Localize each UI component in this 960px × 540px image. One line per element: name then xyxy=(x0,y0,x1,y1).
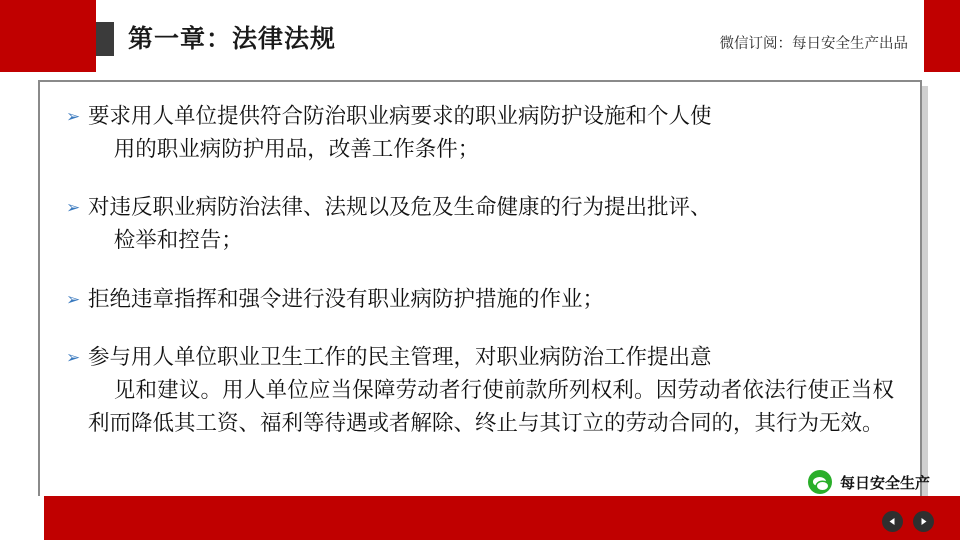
list-item xyxy=(66,283,894,316)
header-right-red-block xyxy=(924,0,960,72)
footer-left-white-block xyxy=(0,496,44,540)
list-item xyxy=(66,191,894,256)
content-card xyxy=(38,80,922,498)
prev-slide-button[interactable] xyxy=(882,511,903,532)
bullet-arrow-icon: ➢ xyxy=(66,348,81,368)
chapter-title-block xyxy=(96,22,336,56)
header-left-red-block xyxy=(0,0,96,72)
list-item-line2: 检举和控告； xyxy=(113,228,243,253)
list-item xyxy=(66,100,894,165)
bullet-arrow-icon: ➢ xyxy=(66,198,81,218)
subscribe-note: 微信订阅：每日安全生产出品 xyxy=(719,36,908,52)
page-title: 第一章：法律法规 xyxy=(128,25,337,53)
bullet-arrow-icon: ➢ xyxy=(66,289,81,309)
next-slide-button[interactable] xyxy=(913,511,934,532)
list-item xyxy=(66,341,894,439)
footer-brand xyxy=(808,470,930,494)
list-item-line2: 见和建议。用人单位应当保障劳动者行使前款所列权利。因劳动者依法行使正当权利而降低其工资、福利等待遇或者解除、终止与其订立的劳动合同的，其行为无效。 xyxy=(88,378,894,435)
list-item-line1: 参与用人单位职业卫生工作的民主管理，对职业病防治工作提出意 xyxy=(88,345,712,370)
navigation-buttons[interactable] xyxy=(882,511,934,532)
bullet-arrow-icon: ➢ xyxy=(66,107,81,126)
wechat-icon xyxy=(808,470,832,494)
list-item-line2: 用的职业病防护用品，改善工作条件； xyxy=(113,136,480,161)
title-accent-tab xyxy=(96,22,114,56)
slide-header xyxy=(0,0,960,72)
list-item-line1: 拒绝违章指挥和强令进行没有职业病防护措施的作业； xyxy=(88,286,605,311)
arrow-right-icon xyxy=(919,517,928,526)
brand-name: 每日安全生产 xyxy=(839,474,930,492)
list-item-line1: 要求用人单位提供符合防治职业病要求的职业病防护设施和个人使 xyxy=(88,104,712,128)
arrow-left-icon xyxy=(888,517,897,526)
bullet-list xyxy=(66,100,894,439)
list-item-line1: 对违反职业病防治法律、法规以及危及生命健康的行为提出批评、 xyxy=(88,195,712,220)
slide-footer xyxy=(0,496,960,540)
